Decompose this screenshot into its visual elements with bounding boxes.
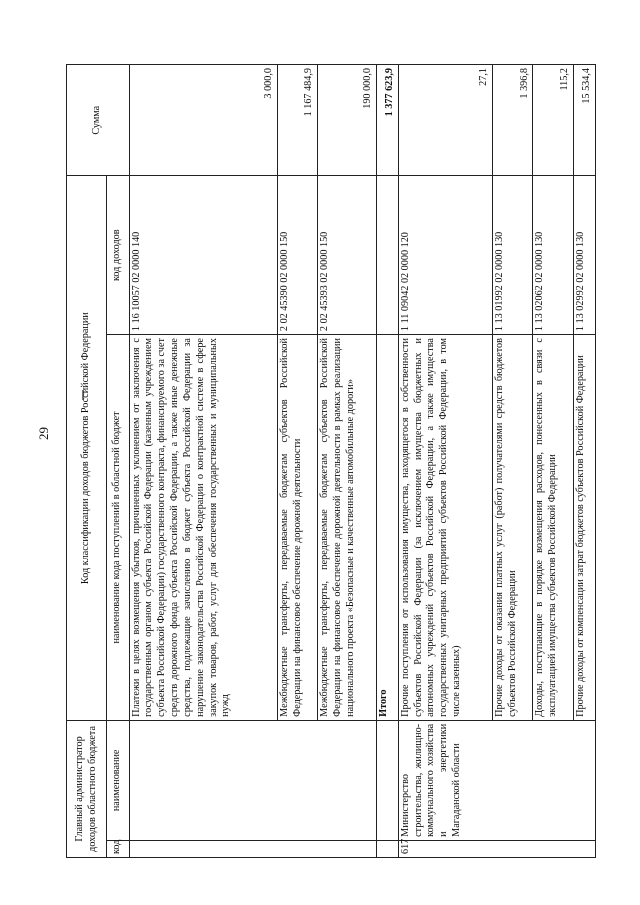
revenue-code-cell: 1 13 02992 02 0000 130 [573, 176, 595, 335]
header-name: наименование [107, 720, 129, 840]
total-label: Итого [376, 335, 398, 721]
total-amount: 1 377 623,9 [376, 65, 398, 176]
empty-admin-name-cell [129, 720, 376, 840]
amount-cell: 190 000,0 [318, 65, 376, 176]
header-revenue-code: код доходов [107, 176, 129, 335]
empty-cell [376, 840, 398, 857]
header-revenue-name: наименование кода поступлений в областной бюджет [107, 335, 129, 721]
header-row-2 [107, 65, 129, 858]
revenue-name-cell: Прочие доходы от оказания платных услуг (работ) получателями средств бюджетов субъектов Российской Федерации [493, 335, 533, 721]
revenue-code-cell: 1 11 09042 02 0000 120 [398, 176, 492, 335]
revenue-name-cell: Прочие поступления от использования имущества, находящегося в собственности субъектов Российской Федерации (за исключением имущества бюджетных и автономных учреждений субъектов Российской Федерации, а также имущества государственных унитарных предприятий субъектов Российской Федерации, в том числе казенных) [398, 335, 492, 721]
revenue-name-cell: Межбюджетные трансферты, передаваемые бюджетам субъектов Российской Федерации на финансовое обеспечение дорожной деятельности в рамках реализации национального проекта «Безопасные и качественные автомобильные дороги» [318, 335, 376, 721]
revenue-name-cell: Прочие доходы от компенсации затрат бюджетов субъектов Российской Федерации [573, 335, 595, 721]
amount-cell: 27,1 [398, 65, 492, 176]
amount-cell: 1 167 484,9 [277, 65, 317, 176]
admin-name-cell: Министерство строительства, жилищно-коммунального хозяйства и энергетики Магаданской области [398, 720, 595, 840]
revenue-name-cell: Платежи в целях возмещения убытков, причиненных уклонением от заключения с государственным органом субъекта Российской Федерации (казенным учреждением субъекта Российской Федерации) государственного контракта, финансируемого за счет средств дорожного фонда субъекта Российской Федерации, а также иные денежные средства, подлежащие зачислению в бюджет субъекта Российской Федерации за нарушение законодательства Российской Федерации о контрактной системе в сфере закупок товаров, работ, услуг для обеспечения государственных и муниципальных нужд [129, 335, 277, 721]
page-number: 29 [36, 427, 51, 440]
revenue-code-cell: 2 02 45393 02 0000 150 [318, 176, 376, 335]
amount-cell: 115,2 [533, 65, 573, 176]
header-code: код [107, 840, 129, 857]
header-row-1 [67, 65, 107, 858]
revenue-name-cell: Межбюджетные трансферты, передаваемые бюджетам субъектов Российской Федерации на финансовое обеспечение дорожной деятельности [277, 335, 317, 721]
amount-cell: 15 534,4 [573, 65, 595, 176]
empty-cell [376, 720, 398, 840]
table-row [129, 65, 277, 858]
total-row [376, 65, 398, 858]
revenue-code-cell: 1 13 01992 02 0000 130 [493, 176, 533, 335]
table-row [398, 65, 492, 858]
revenue-code-cell: 1 16 10057 02 0000 140 [129, 176, 277, 335]
revenue-table [66, 64, 596, 858]
header-classification-group: Код классификации доходов бюджетов Российской Федерации [67, 176, 107, 720]
revenue-code-cell: 2 02 45390 02 0000 150 [277, 176, 317, 335]
amount-cell: 1 396,8 [493, 65, 533, 176]
revenue-code-cell: 1 13 02062 02 0000 130 [533, 176, 573, 335]
revenue-name-cell: Доходы, поступающие в порядке возмещения расходов, понесенных в связи с эксплуатацией имущества субъектов Российской Федерации [533, 335, 573, 721]
empty-admin-code-cell [129, 840, 376, 857]
header-sum: Сумма [67, 65, 130, 176]
header-admin-group: Главный администратор доходов областного бюджета [67, 720, 107, 857]
revenue-table-sheet [66, 64, 596, 858]
empty-cell [376, 176, 398, 335]
amount-cell: 3 000,0 [129, 65, 277, 176]
admin-code-cell: 617 [398, 840, 595, 857]
